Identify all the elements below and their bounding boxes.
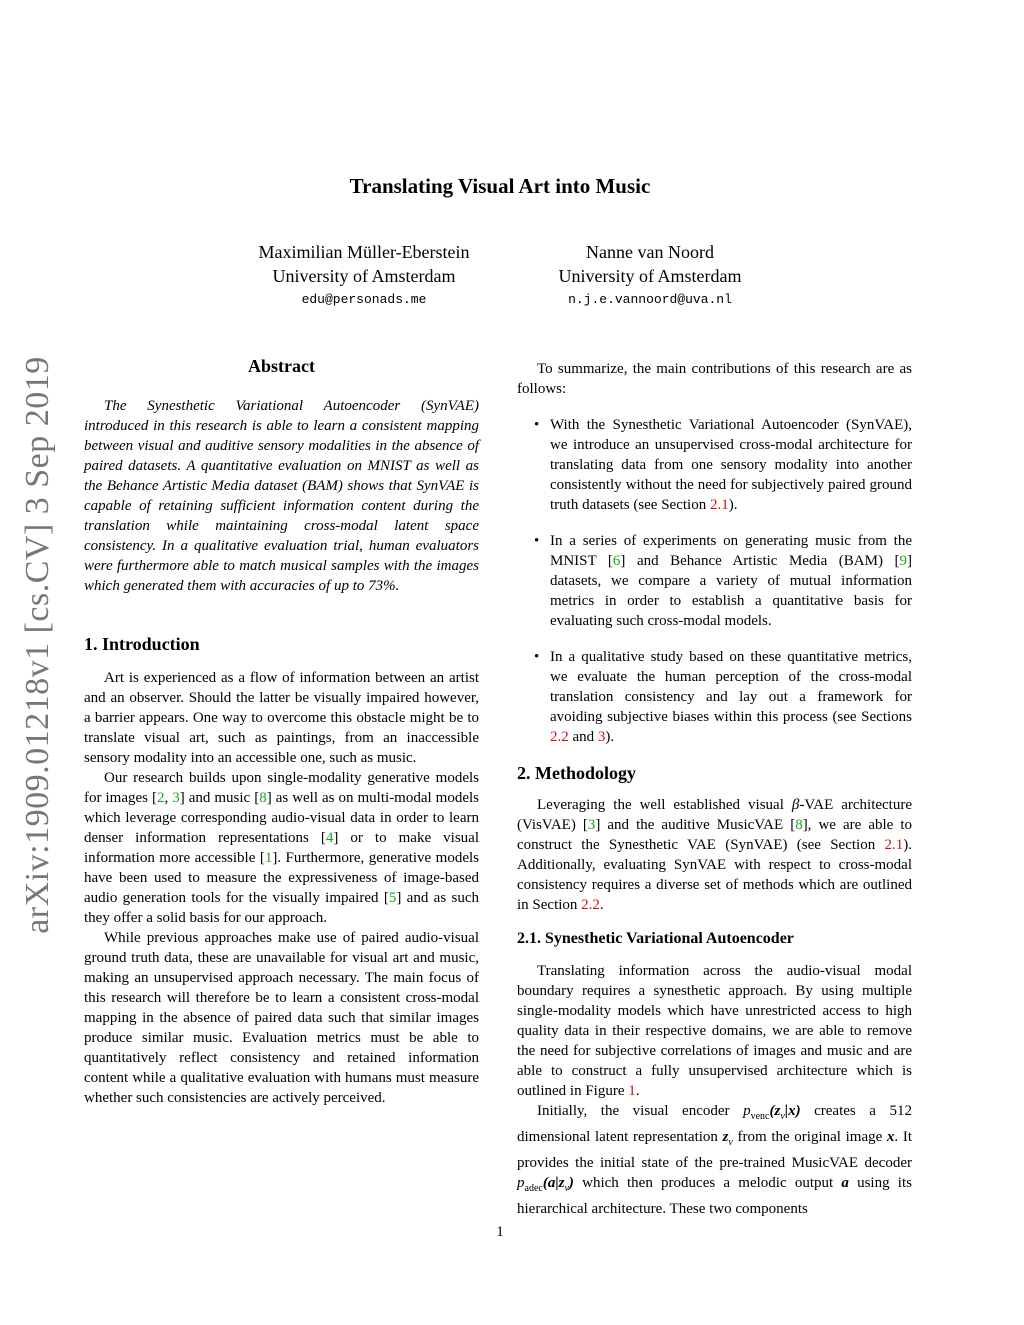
figure-link[interactable]: 1 xyxy=(628,1083,636,1099)
page-number: 1 xyxy=(496,1224,504,1240)
citation-link[interactable]: 3 xyxy=(172,790,180,806)
intro-paragraph-3: While previous approaches make use of paired audio-visual ground truth data, these are unavailable for visual art and music, making an unsupervised approach necessary. The main focus of this research will therefore be to learn a consistent cross-modal mapping in the absence of paired data such that similar images produce similar music. Evaluation metrics must be able to quantitatively reflect consistency and retained information content while a qualitative evaluation with humans must measure whether such consistencies are actively perceived. xyxy=(84,930,479,1106)
contribution-item: • With the Synesthetic Variational Autoencoder (SynVAE), we introduce an unsupervised cross-modal architecture for translating data from one sensory modality into another consistently without the need for subjectively paired ground truth datasets (see Section 2.1). xyxy=(517,415,912,515)
contributions-list xyxy=(517,415,912,747)
contribution-item: • In a series of experiments on generating music from the MNIST [6] and Behance Artistic Media (BAM) [9] datasets, we compare a variety of mutual information metrics in order to establish a quantitative basis for evaluating such cross-modal models. xyxy=(517,531,912,631)
author-2-affiliation: University of Amsterdam xyxy=(558,266,742,286)
author-2 xyxy=(530,240,770,288)
section-link[interactable]: 2.1 xyxy=(884,837,904,853)
arxiv-id: arXiv:1909.01218v1 [cs.CV] 3 Sep 2019 xyxy=(19,356,56,934)
section-link[interactable]: 2.1 xyxy=(709,497,729,513)
arxiv-watermark xyxy=(19,356,56,934)
left-column xyxy=(84,356,479,1108)
intro-heading: 1. Introduction xyxy=(84,634,200,654)
author-1-email: edu@personads.me xyxy=(301,292,427,307)
paper-title: Translating Visual Art into Music xyxy=(349,174,651,198)
citation-link[interactable]: 1 xyxy=(264,850,273,866)
citation-link[interactable]: 8 xyxy=(795,817,803,833)
author-2-name: Nanne van Noord xyxy=(586,242,714,262)
author-1-name: Maximilian Müller-Eberstein xyxy=(258,242,470,262)
section-link[interactable]: 3 xyxy=(597,729,606,745)
author-1-affiliation: University of Amsterdam xyxy=(272,266,456,286)
intro-paragraph-2: Our research builds upon single-modality generative models for images [2, 3] and music [8] as well as on multi-modal models which leverage corresponding audio-visual data in order to learn denser information representations [4] or to make visual information more accessible [1]. Furthermore, generative models have been used to measure the expressiveness of image-based audio generation tools for the visually impaired [5] and as such they offer a solid basis for our approach. xyxy=(84,770,480,926)
contribution-item: • In a qualitative study based on these quantitative metrics, we evaluate the human perception of the cross-modal translation consistency and lay out a framework for avoiding subjective biases within this process (see Sections 2.2 and 3). xyxy=(517,647,912,747)
citation-link[interactable]: 9 xyxy=(899,553,907,569)
methodology-heading: 2. Methodology xyxy=(517,763,636,783)
author-2-email: n.j.e.vannoord@uva.nl xyxy=(568,292,732,307)
abstract-heading: Abstract xyxy=(248,356,315,376)
synvae-paragraph-1: Translating information across the audio-visual modal boundary requires a synesthetic approach. By using multiple single-modality models which have unrestricted access to high quality data in their respective domains, we are able to remove the need for subjective correlations of images and music and are able to construct a fully unsupervised architecture which is outlined in Figure 1. xyxy=(517,963,912,1099)
citation-link[interactable]: 6 xyxy=(612,553,621,569)
citation-link[interactable]: 4 xyxy=(325,830,334,846)
synvae-paragraph-2: Initially, the visual encoder $p_{venc}(z_v|x)$ creates a 512 dimensional latent representation $z_v$ from the original image x. It provides the initial state of the pre-trained MusicVAE decoder $p_{adec}(a|z_v)$ which then produces a melodic output a using its hierarchical architecture. These two components xyxy=(517,1103,913,1217)
abstract-text: The Synesthetic Variational Autoencoder (SynVAE) introduced in this research is able to learn a consistent mapping between visual and auditive sensory modalities in the absence of paired datasets. A quantitative evaluation on MNIST as well as the Behance Artistic Media dataset (BAM) shows that SynVAE is capable of retaining sufficient information content during the translation while maintaining cross-modal latent space consistency. In a qualitative evaluation trial, human evaluators were furthermore able to match musical samples with the images which generated them with accuracies of up to 73%. xyxy=(84,398,479,594)
citation-link[interactable]: 3 xyxy=(587,817,596,833)
synvae-heading: 2.1. Synesthetic Variational Autoencoder xyxy=(517,930,794,947)
section-link[interactable]: 2.2 xyxy=(550,729,569,745)
citation-link[interactable]: 2 xyxy=(156,790,165,806)
citation-link[interactable]: 5 xyxy=(388,890,397,906)
author-1 xyxy=(236,240,492,288)
citation-link[interactable]: 8 xyxy=(259,790,267,806)
intro-paragraph-1: Art is experienced as a flow of information between an artist and an observer. Should the latter be visually impaired however, a barrier appears. One way to overcome this obstacle might be to translate visual art, such as paintings, from an inaccessible sensory modality into an accessible one, such as music. xyxy=(84,670,479,766)
section-link[interactable]: 2.2 xyxy=(581,897,600,913)
contributions-intro: To summarize, the main contributions of this research are as follows: xyxy=(517,361,912,397)
right-column xyxy=(517,359,912,1219)
methodology-paragraph: Leveraging the well established visual β-VAE architecture (VisVAE) [3] and the auditive MusicVAE [8], we are able to construct the Synesthetic VAE (SynVAE) (see Section 2.1). Additionally, evaluating SynVAE with respect to cross-modal consistency requires a diverse set of methods which are outlined in Section 2.2. xyxy=(517,797,912,913)
